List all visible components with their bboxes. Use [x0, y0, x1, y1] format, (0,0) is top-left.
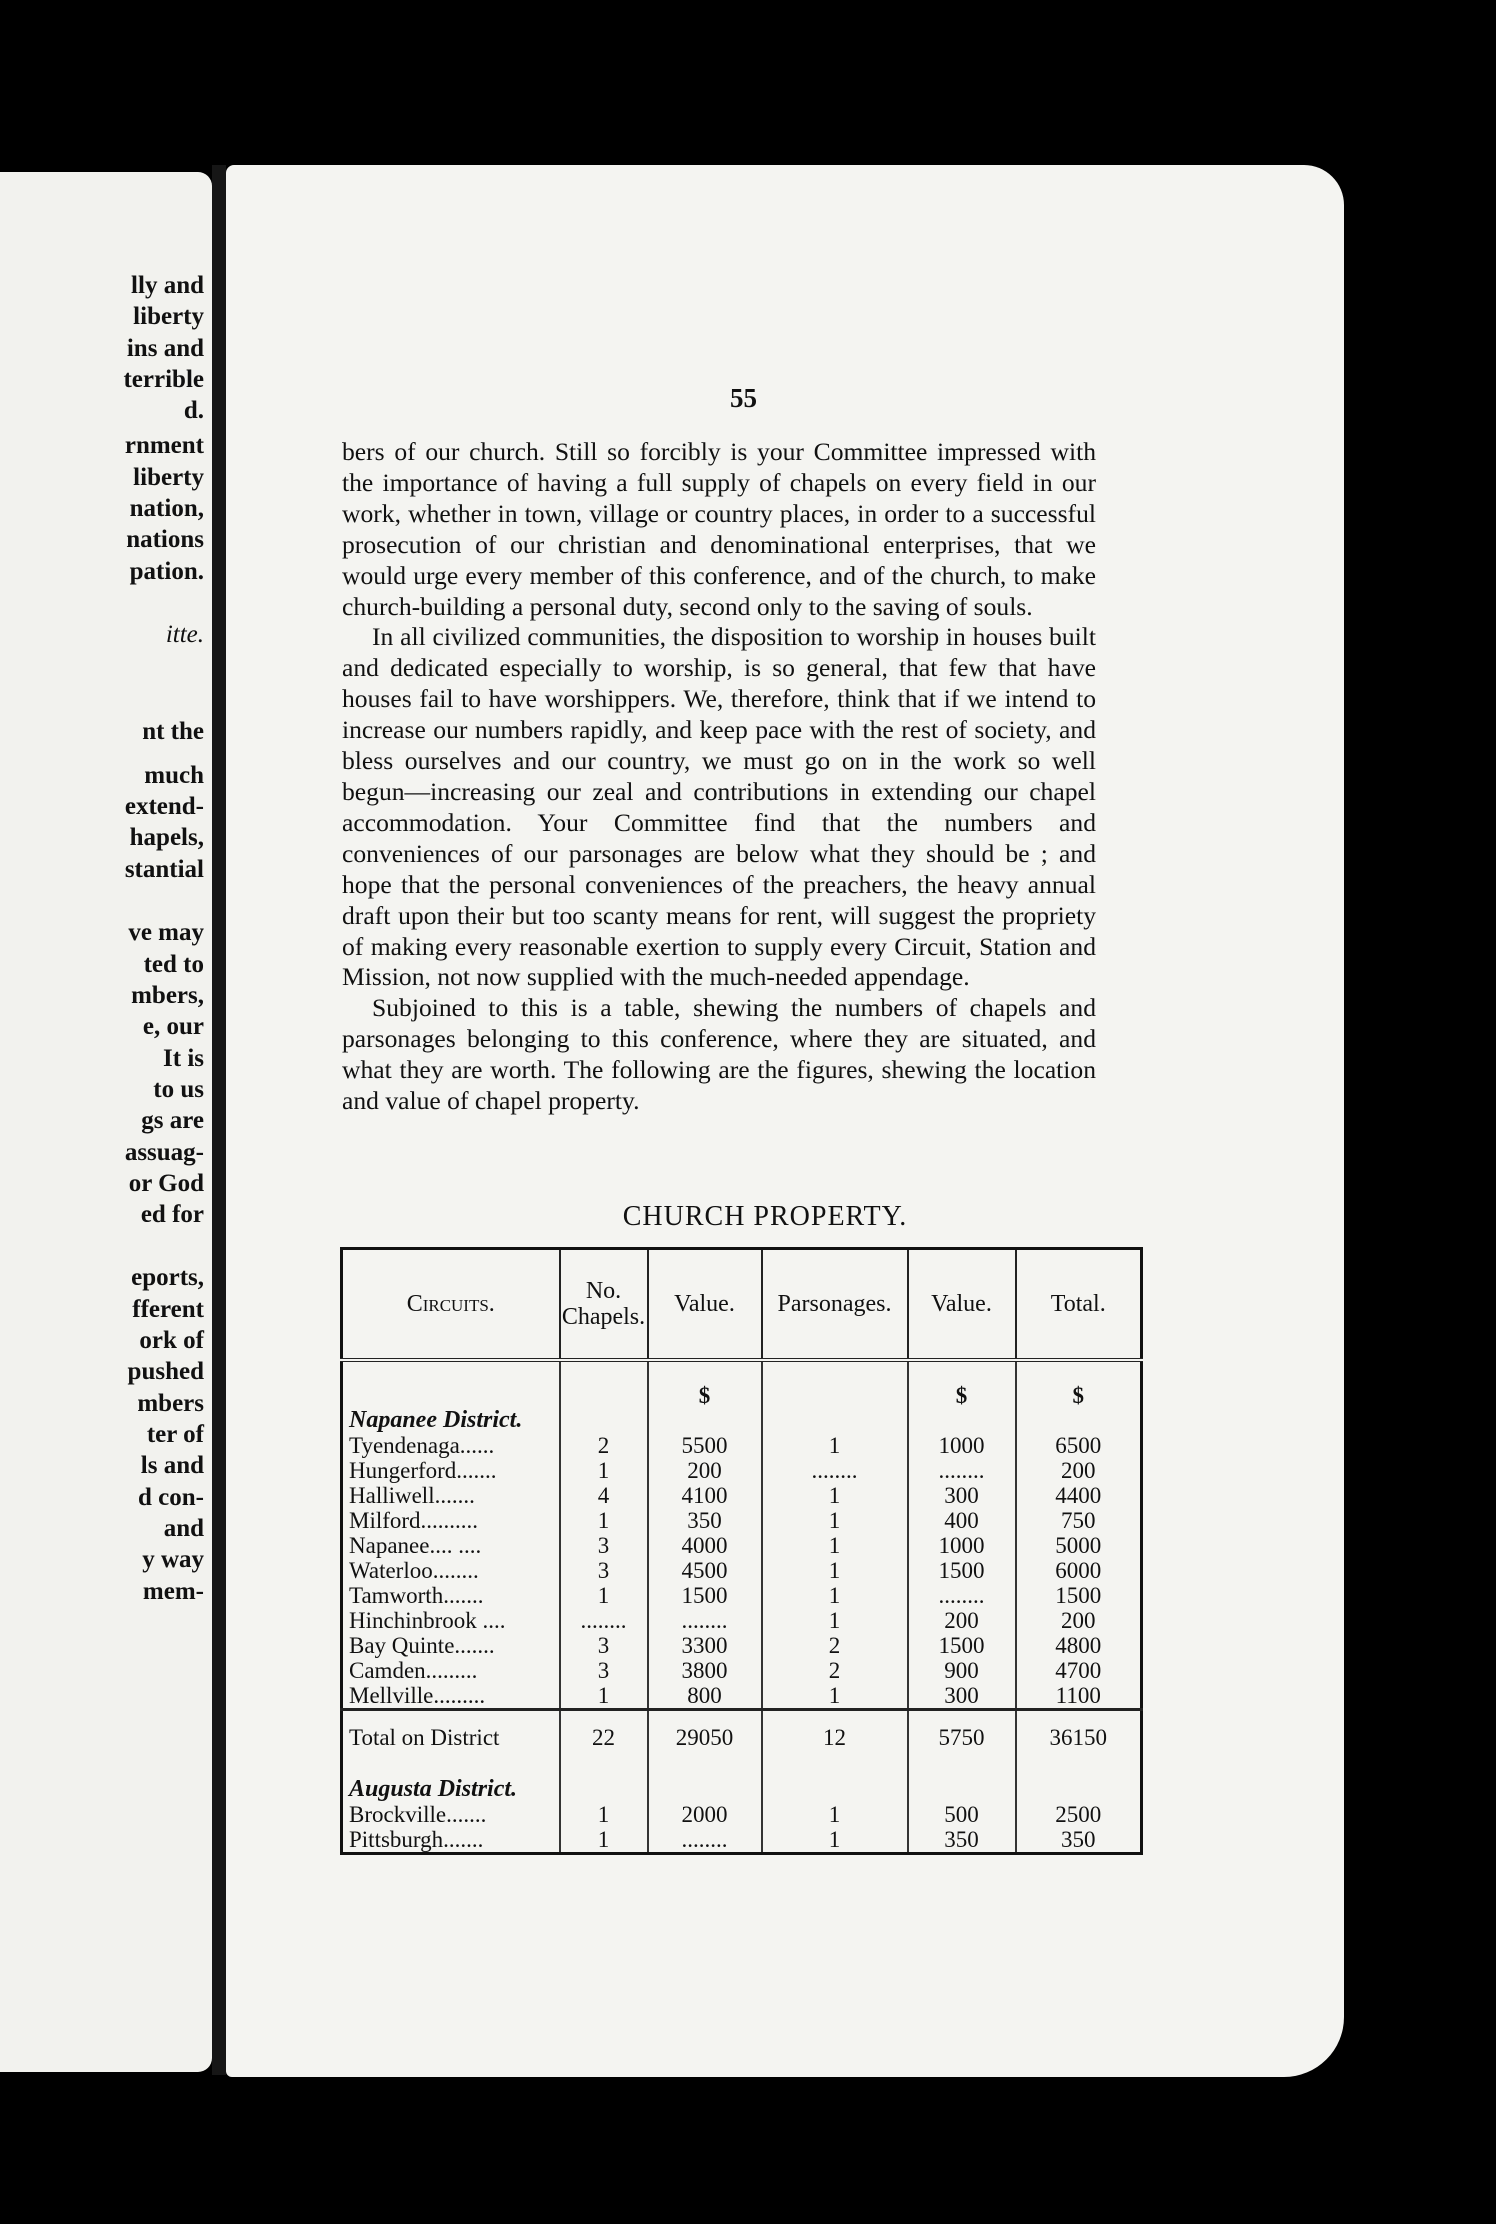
circuit-name: Waterloo........ [349, 1558, 479, 1583]
chapel-count: 1 [560, 1508, 648, 1533]
previous-page-text-fragment: liberty [133, 303, 204, 330]
chapel-value: ........ [648, 1608, 762, 1633]
table-row [342, 1658, 1142, 1683]
parsonage-value: 1000 [908, 1433, 1016, 1458]
previous-page-text-fragment: mbers [137, 1390, 204, 1417]
total-value: 750 [1016, 1508, 1142, 1533]
parsonage-count: 1 [762, 1483, 908, 1508]
total-value: 5000 [1016, 1533, 1142, 1558]
empty-cell [560, 1763, 648, 1777]
previous-page-text-fragment: e, our [142, 1013, 204, 1040]
empty-cell [762, 1408, 908, 1433]
previous-page-text-fragment: eports, [131, 1264, 204, 1291]
empty-cell [908, 1408, 1016, 1433]
currency-cell [560, 1360, 648, 1408]
empty-cell [908, 1777, 1016, 1802]
total-value: 1500 [1016, 1583, 1142, 1608]
parsonage-value: 200 [908, 1608, 1016, 1633]
total-value: 4700 [1016, 1658, 1142, 1683]
total-total-value: 36150 [1016, 1710, 1142, 1764]
empty-cell [648, 1777, 762, 1802]
empty-cell [908, 1763, 1016, 1777]
header-parsonage-value: Value. [908, 1249, 1016, 1361]
previous-page-text-fragment: It is [163, 1045, 204, 1072]
previous-page-text-fragment: fferent [132, 1296, 204, 1323]
parsonage-count: 1 [762, 1508, 908, 1533]
circuit-name: Pittsburgh....... [349, 1827, 484, 1852]
parsonage-value: ........ [908, 1458, 1016, 1483]
parsonage-count: 2 [762, 1658, 908, 1683]
chapel-value: 5500 [648, 1433, 762, 1458]
page [226, 165, 1344, 2077]
church-property-table [340, 1247, 1143, 1855]
previous-page-text-fragment: ls and [140, 1452, 204, 1479]
previous-page-text-fragment: and [163, 1515, 204, 1542]
previous-page-text-fragment: stantial [124, 856, 204, 883]
circuit-name: Hungerford....... [349, 1458, 497, 1483]
header-parsonages: Parsonages. [762, 1249, 908, 1361]
parsonage-value: 900 [908, 1658, 1016, 1683]
chapel-count: 3 [560, 1633, 648, 1658]
parsonage-value: 1500 [908, 1633, 1016, 1658]
total-chapel-value: 29050 [648, 1710, 762, 1764]
page-number: 55 [730, 383, 757, 413]
parsonage-count: 1 [762, 1583, 908, 1608]
total-parsonage-count: 12 [762, 1710, 908, 1764]
total-value: 4800 [1016, 1633, 1142, 1658]
parsonage-count: 1 [762, 1608, 908, 1633]
total-value: 6000 [1016, 1558, 1142, 1583]
parsonage-count: 1 [762, 1683, 908, 1710]
chapel-value: ........ [648, 1827, 762, 1854]
parsonage-value: ........ [908, 1583, 1016, 1608]
parsonage-value: 350 [908, 1827, 1016, 1854]
previous-page-text-fragment: to us [153, 1076, 204, 1103]
table-row [342, 1802, 1142, 1827]
circuit-name: Napanee.... .... [349, 1533, 482, 1558]
total-circuit-name: Total on District [342, 1710, 560, 1764]
chapel-value: 3800 [648, 1658, 762, 1683]
circuit-name: Mellville......... [349, 1683, 486, 1708]
previous-page-edge [0, 172, 212, 2072]
district-name: Napanee District. [349, 1407, 523, 1433]
parsonage-value: 400 [908, 1508, 1016, 1533]
paragraph: Subjoined to this is a table, shewing the numbers of chapels and parsonages belonging to this conference, where they are situated, and what they are worth. The following are the figures, shewing the location and value of chapel property. [342, 993, 1096, 1116]
previous-page-text-fragment: mem- [142, 1578, 204, 1605]
parsonage-count: 1 [762, 1533, 908, 1558]
previous-page-text-fragment: extend- [124, 793, 204, 820]
table-title: CHURCH PROPERTY. [622, 1201, 908, 1232]
total-value: 4400 [1016, 1483, 1142, 1508]
currency-cell: $ [908, 1360, 1016, 1408]
circuit-name: Tyendenaga...... [349, 1433, 495, 1458]
district-heading-row [342, 1777, 1142, 1802]
table-row [342, 1633, 1142, 1658]
parsonage-count: ........ [762, 1458, 908, 1483]
chapel-value: 800 [648, 1683, 762, 1710]
table-row [342, 1827, 1142, 1854]
empty-cell [648, 1763, 762, 1777]
circuit-name: Tamworth....... [349, 1583, 484, 1608]
table-row [342, 1558, 1142, 1583]
parsonage-count: 2 [762, 1633, 908, 1658]
previous-page-text-fragment: much [144, 762, 204, 789]
previous-page-text-fragment: assuag- [124, 1139, 204, 1166]
table-row [342, 1483, 1142, 1508]
parsonage-count: 1 [762, 1433, 908, 1458]
chapel-count: 1 [560, 1683, 648, 1710]
district-heading-row [342, 1408, 1142, 1433]
chapel-value: 4000 [648, 1533, 762, 1558]
parsonage-count: 1 [762, 1802, 908, 1827]
currency-cell [762, 1360, 908, 1408]
circuit-name: Hinchinbrook .... [349, 1608, 506, 1633]
table-row [342, 1458, 1142, 1483]
previous-page-text-fragment: terrible [123, 366, 204, 393]
header-circuits: Circuits. [342, 1249, 560, 1361]
chapel-count: 3 [560, 1558, 648, 1583]
previous-page-text-fragment: lly and [131, 272, 204, 299]
parsonage-value: 500 [908, 1802, 1016, 1827]
chapel-value: 2000 [648, 1802, 762, 1827]
previous-page-text-fragment: mbers, [131, 982, 204, 1009]
chapel-count: 1 [560, 1802, 648, 1827]
parsonage-value: 1500 [908, 1558, 1016, 1583]
body-text [342, 437, 1096, 1117]
parsonage-count: 1 [762, 1827, 908, 1854]
empty-cell [648, 1408, 762, 1433]
circuit-name: Bay Quinte....... [349, 1633, 495, 1658]
table-row [342, 1533, 1142, 1558]
total-value: 6500 [1016, 1433, 1142, 1458]
parsonage-value: 300 [908, 1483, 1016, 1508]
total-chapel-count: 22 [560, 1710, 648, 1764]
chapel-count: 3 [560, 1533, 648, 1558]
previous-page-text-fragment: nation, [129, 495, 204, 522]
chapel-count: 2 [560, 1433, 648, 1458]
chapel-value: 1500 [648, 1583, 762, 1608]
previous-page-text-fragment: hapels, [129, 824, 204, 851]
table-row [342, 1583, 1142, 1608]
chapel-value: 4100 [648, 1483, 762, 1508]
table-row [342, 1608, 1142, 1633]
parsonage-count: 1 [762, 1558, 908, 1583]
circuit-name: Brockville....... [349, 1802, 487, 1827]
previous-page-text-fragment: itte. [165, 621, 204, 648]
previous-page-text-fragment: d con- [138, 1484, 204, 1511]
chapel-count: 1 [560, 1827, 648, 1854]
chapel-value: 200 [648, 1458, 762, 1483]
previous-page-text-fragment: nations [126, 526, 204, 553]
empty-cell [762, 1777, 908, 1802]
chapel-count: ........ [560, 1608, 648, 1633]
previous-page-text-fragment: ed for [140, 1201, 204, 1228]
chapel-count: 3 [560, 1658, 648, 1683]
chapel-count: 1 [560, 1583, 648, 1608]
previous-page-text-fragment: liberty [133, 464, 204, 491]
empty-cell [560, 1777, 648, 1802]
table-row [342, 1508, 1142, 1533]
total-value: 200 [1016, 1458, 1142, 1483]
previous-page-text-fragment: y way [142, 1546, 204, 1573]
empty-cell [762, 1763, 908, 1777]
previous-page-text-fragment: or God [128, 1170, 204, 1197]
previous-page-text-fragment: d. [183, 397, 204, 424]
previous-page-text-fragment: ins and [126, 335, 204, 362]
table-row [342, 1683, 1142, 1710]
header-total: Total. [1016, 1249, 1142, 1361]
district-total-row [342, 1710, 1142, 1764]
currency-row [342, 1360, 1142, 1408]
previous-page-text-fragment: ted to [143, 951, 204, 978]
parsonage-value: 300 [908, 1683, 1016, 1710]
total-value: 1100 [1016, 1683, 1142, 1710]
previous-page-text-fragment: ter of [146, 1421, 204, 1448]
empty-cell [560, 1408, 648, 1433]
paragraph: bers of our church. Still so forcibly is your Committee impressed with the importance of having a full supply of chapels on every field in our work, whether in town, village or country places, in order to a successful prosecution of our christian and denominational enterprises, that we would urge every member of this conference, and of the church, to make church-building a personal duty, second only to the saving of souls. [342, 437, 1096, 621]
paragraph: In all civilized communities, the disposition to worship in houses built and dedicated especially to worship, is so general, that few that have houses fail to have worshippers. We, therefore, think that if we intend to increase our numbers rapidly, and keep pace with the rest of society, and bless ourselves and our country, we must go on in the work so well begun—increasing our zeal and contributions in extending our chapel accommodation. Your Committee find that the numbers and conveniences of our parsonages are below what they should be ; and hope that the personal conveniences of the preachers, the heavy annual draft upon their but too scanty means for rent, will suggest the propriety of making every reasonable exertion to supply every Circuit, Station and Mission, not now supplied with the much-needed appendage. [342, 622, 1096, 992]
chapel-value: 4500 [648, 1558, 762, 1583]
previous-page-text-fragment: nt the [142, 718, 204, 745]
table-row [342, 1433, 1142, 1458]
circuit-name: Camden......... [349, 1658, 478, 1683]
previous-page-text-fragment: pation. [129, 558, 204, 585]
previous-page-text-fragment: gs are [141, 1107, 204, 1134]
circuit-name: Halliwell....... [349, 1483, 475, 1508]
currency-cell: $ [648, 1360, 762, 1408]
header-chapel-value: Value. [648, 1249, 762, 1361]
total-parsonage-value: 5750 [908, 1710, 1016, 1764]
currency-cell: $ [1016, 1360, 1142, 1408]
chapel-count: 1 [560, 1458, 648, 1483]
parsonage-value: 1000 [908, 1533, 1016, 1558]
empty-cell [342, 1763, 560, 1777]
previous-page-text-fragment: pushed [127, 1358, 204, 1385]
total-value: 350 [1016, 1827, 1142, 1854]
empty-cell [1016, 1763, 1142, 1777]
chapel-value: 3300 [648, 1633, 762, 1658]
spacer-row [342, 1763, 1142, 1777]
book-gutter [212, 165, 226, 2075]
previous-page-text-fragment: rnment [124, 432, 204, 459]
district-name: Augusta District. [349, 1776, 518, 1802]
currency-cell [342, 1360, 560, 1408]
total-value: 200 [1016, 1608, 1142, 1633]
table-header-row [342, 1249, 1142, 1361]
total-value: 2500 [1016, 1802, 1142, 1827]
circuit-name: Milford.......... [349, 1508, 479, 1533]
previous-page-text-fragment: ve may [128, 919, 204, 946]
empty-cell [1016, 1408, 1142, 1433]
chapel-value: 350 [648, 1508, 762, 1533]
empty-cell [1016, 1777, 1142, 1802]
header-chapels: No. Chapels. [560, 1249, 648, 1361]
table-body [342, 1360, 1142, 1854]
previous-page-text-fragment: ork of [139, 1327, 204, 1354]
chapel-count: 4 [560, 1483, 648, 1508]
